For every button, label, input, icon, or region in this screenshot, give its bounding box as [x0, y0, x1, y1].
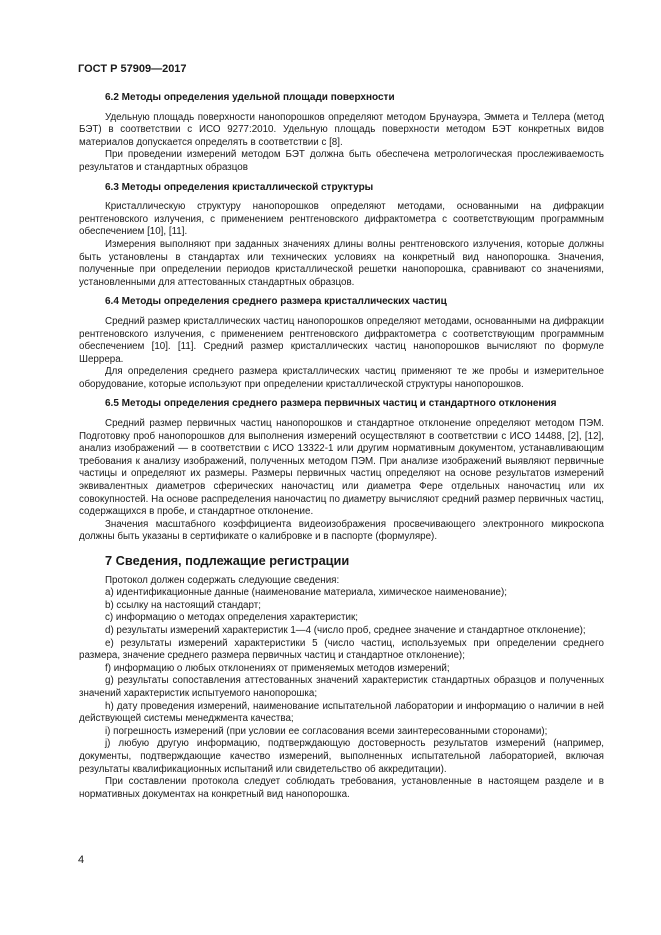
section-6-2-paragraph-1: Удельную площадь поверхности нанопорошков определяют методом Брунауэра, Эммета и Теллера (метод БЭТ) в соответствии с ИСО 9277:2010. Удельную площадь поверхности методом БЭТ конкретных видов материалов допускается определять в соответствии с [8]. [79, 111, 604, 148]
section-6-3-paragraph-2: Измерения выполняют при заданных значениях длины волны рентгеновского излучения, которые должны быть установлены в стандартах или технических условиях на конкретный вид нанопорошка. Значения, полученные при определении периодов кристаллической решетки нанопорошка, сравнивают со значениями, установленными для аттестованных стандартных образцов. [79, 238, 604, 288]
section-7-item-j: j) любую другую информацию, подтверждающую достоверность результатов измерений (например, документы, подтверждающие качество измерений, выполненных испытательной лабораторией, включая результаты квалификационных испытаний или свидетельство об аккредитации). [79, 738, 604, 775]
section-6-2-heading: 6.2 Методы определения удельной площади поверхности [105, 92, 395, 103]
page-number: 4 [78, 854, 85, 866]
section-7-item-i: i) погрешность измерений (при условии ее согласования всеми заинтересованными сторонами); [105, 725, 548, 737]
section-7-item-a: а) идентификационные данные (наименование материала, химическое наименование); [105, 587, 507, 599]
standard-code: ГОСТ Р 57909—2017 [78, 63, 187, 75]
section-6-5-heading: 6.5 Методы определения среднего размера первичных частиц и стандартного отклонения [105, 398, 557, 410]
section-7-item-e: e) результаты измерений характеристики 5 (число частиц, используемых при определении среднего размера, значение среднего размера первичных частиц и стандартное отклонение); [79, 637, 604, 662]
section-7-item-d: d) результаты измерений характеристик 1—4 (число проб, среднее значение и стандартное отклонение); [105, 624, 586, 636]
section-7-item-f: f) информацию о любых отклонениях от применяемых методов измерений; [105, 662, 450, 674]
section-7-intro: Протокол должен содержать следующие сведения: [105, 574, 340, 586]
section-6-3-paragraph-1: Кристаллическую структуру нанопорошков определяют методами, основанными на дифракции рентгеновского излучения, с применением рентгеновского дифрактометра с соответствующим программным обеспечением [10], [11]. [79, 201, 604, 238]
section-6-5-paragraph-1: Средний размер первичных частиц нанопорошков и стандартное отклонение определяют методом ПЭМ. Подготовку проб нанопорошков для выполнения измерений осуществляют в соответствии с ИСО 14488, [2], [12], анализ изображений — в соответствии с ИСО 13322-1 или другим нормативным документом, устанавливающим требования к анализу изображений, полученных методом ПЭМ. При анализе изображений выявляют первичные частицы и определяют их размеры. Размеры первичных частиц определяют на основе результатов измерений эквивалентных диаметров сферических наночастиц или диаметра Фере отдельных наночастиц или их совокупностей. На основе распределения наночастиц по диаметру вычисляют средний размер первичных частиц, содержащихся в пробе, и стандартное отклонение. [79, 418, 604, 518]
section-7-item-h: h) дату проведения измерений, наименование испытательной лаборатории и информацию о наличии в ней действующей системы менеджмента качества; [79, 700, 604, 725]
section-6-3-heading: 6.3 Методы определения кристаллической структуры [105, 181, 374, 193]
document-body [79, 92, 604, 801]
section-7-closing: При составлении протокола следует соблюдать требования, установленные в настоящем разделе и в нормативных документах на конкретный вид нанопорошка. [79, 776, 604, 800]
section-7-item-b: b) ссылку на настоящий стандарт; [105, 599, 261, 611]
section-7-item-c: c) информацию о методах определения характеристик; [105, 612, 358, 624]
section-6-2-paragraph-2: При проведении измерений методом БЭТ должна быть обеспечена метрологическая прослеживаемость результатов и стандартных образцов [79, 149, 604, 173]
section-7-item-g: g) результаты сопоставления аттестованных значений характеристик стандартных образцов и полученных значений характеристик испытуемого нанопорошка; [79, 675, 604, 699]
section-6-5-paragraph-2: Значения масштабного коэффициента видеоизображения просвечивающего электронного микроскопа должны быть указаны в сертификате о калибровке и в паспорте (формуляре). [79, 518, 604, 543]
section-6-4-paragraph-2: Для определения среднего размера кристаллических частиц применяют те же пробы и измерительное оборудование, которые используют при определении кристаллической структуры нанопорошков. [79, 366, 604, 390]
section-6-4-paragraph-1: Средний размер кристаллических частиц нанопорошков определяют методами, основанными на дифракции рентгеновского излучения, с применением рентгеновского дифрактометра с соответствующим программным обеспечением [10]. [11]. Средний размер кристаллических частиц нанопорошков вычисляют по формуле Шеррера. [79, 315, 604, 365]
section-7-heading: 7 Сведения, подлежащие регистрации [105, 553, 350, 568]
section-6-4-heading: 6.4 Методы определения среднего размера кристаллических частиц [105, 296, 447, 308]
